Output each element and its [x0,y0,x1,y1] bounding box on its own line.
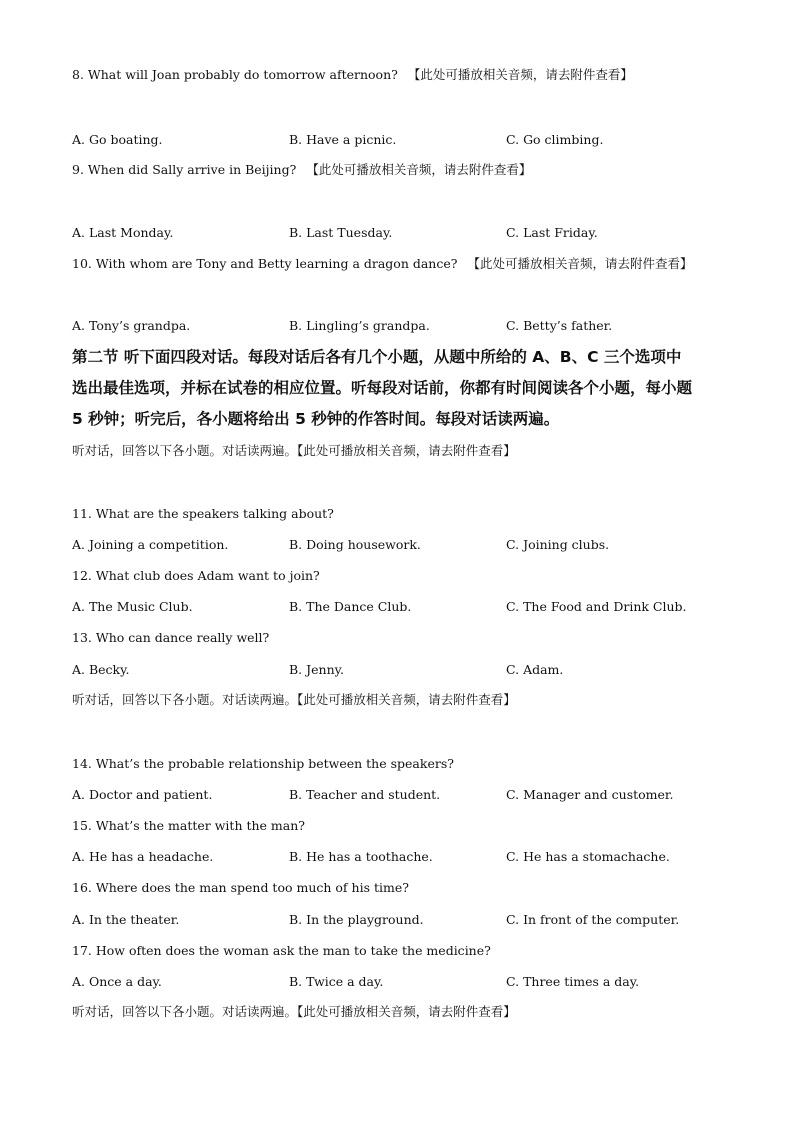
question-14-stem: 14. What’s the probable relationship between the speakers? [72,756,454,771]
question-11-option-c[interactable]: C. Joining clubs. [506,537,610,552]
question-9-option-c[interactable]: C. Last Friday. [506,225,598,240]
question-9-option-b[interactable]: B. Last Tuesday. [289,225,393,240]
question-13-stem: 13. Who can dance really well? [72,630,270,645]
question-9-stem [72,162,531,178]
question-8-option-a[interactable]: A. Go boating. [72,132,163,147]
question-11-option-b[interactable]: B. Doing housework. [289,537,421,552]
question-17-option-c[interactable]: C. Three times a day. [506,974,640,989]
dialogue-instruction-1: 听对话，回答以下各小题。对话读两遍。【此处可播放相关音频，请去附件查看】 [72,443,516,458]
question-13-option-c[interactable]: C. Adam. [506,662,564,677]
section-2-heading [72,342,722,435]
question-12-option-c[interactable]: C. The Food and Drink Club. [506,599,687,614]
question-text: 10. With whom are Tony and Betty learning a dragon dance? [72,256,458,271]
question-14-option-b[interactable]: B. Teacher and student. [289,787,441,802]
question-text: 9. When did Sally arrive in Beijing? [72,162,297,177]
question-8-stem [72,67,633,83]
question-16-option-b[interactable]: B. In the playground. [289,912,424,927]
question-10-option-b[interactable]: B. Lingling’s grandpa. [289,318,430,333]
dialogue-instruction-2: 听对话，回答以下各小题。对话读两遍。【此处可播放相关音频，请去附件查看】 [72,692,516,707]
audio-link[interactable]: 【此处可播放相关音频，请去附件查看】 [306,162,532,177]
question-13-option-b[interactable]: B. Jenny. [289,662,345,677]
question-14-option-a[interactable]: A. Doctor and patient. [72,787,213,802]
question-12-option-b[interactable]: B. The Dance Club. [289,599,412,614]
question-17-stem: 17. How often does the woman ask the man to take the medicine? [72,943,491,958]
question-10-stem [72,256,692,272]
section-2-line-2: 选出最佳选项，并标在试卷的相应位置。听每段对话前，你都有时间阅读各个小题，每小题 [72,379,693,397]
question-8-option-b[interactable]: B. Have a picnic. [289,132,397,147]
question-11-stem: 11. What are the speakers talking about? [72,506,334,521]
question-8-option-c[interactable]: C. Go climbing. [506,132,604,147]
question-10-option-c[interactable]: C. Betty’s father. [506,318,613,333]
dialogue-instruction-3: 听对话，回答以下各小题。对话读两遍。【此处可播放相关音频，请去附件查看】 [72,1004,516,1019]
question-text: 8. What will Joan probably do tomorrow afternoon? [72,67,398,82]
question-14-option-c[interactable]: C. Manager and customer. [506,787,674,802]
question-16-option-c[interactable]: C. In front of the computer. [506,912,680,927]
question-12-stem: 12. What club does Adam want to join? [72,568,320,583]
section-2-line-3: 5 秒钟；听完后，各小题将给出 5 秒钟的作答时间。每段对话读两遍。 [72,410,560,428]
audio-link[interactable]: 【此处可播放相关音频，请去附件查看】 [407,67,633,82]
question-9-option-a[interactable]: A. Last Monday. [72,225,174,240]
question-16-option-a[interactable]: A. In the theater. [72,912,180,927]
question-15-option-b[interactable]: B. He has a toothache. [289,849,433,864]
question-16-stem: 16. Where does the man spend too much of his time? [72,880,409,895]
question-15-stem: 15. What’s the matter with the man? [72,818,305,833]
audio-link[interactable]: 【此处可播放相关音频，请去附件查看】 [467,256,693,271]
section-2-line-1: 第二节 听下面四段对话。每段对话后各有几个小题，从题中所给的 A、B、C 三个选项中 [72,348,682,366]
question-12-option-a[interactable]: A. The Music Club. [72,599,193,614]
question-17-option-a[interactable]: A. Once a day. [72,974,162,989]
question-11-option-a[interactable]: A. Joining a competition. [72,537,229,552]
question-17-option-b[interactable]: B. Twice a day. [289,974,384,989]
question-13-option-a[interactable]: A. Becky. [72,662,130,677]
question-15-option-a[interactable]: A. He has a headache. [72,849,214,864]
question-10-option-a[interactable]: A. Tony’s grandpa. [72,318,191,333]
question-15-option-c[interactable]: C. He has a stomachache. [506,849,670,864]
